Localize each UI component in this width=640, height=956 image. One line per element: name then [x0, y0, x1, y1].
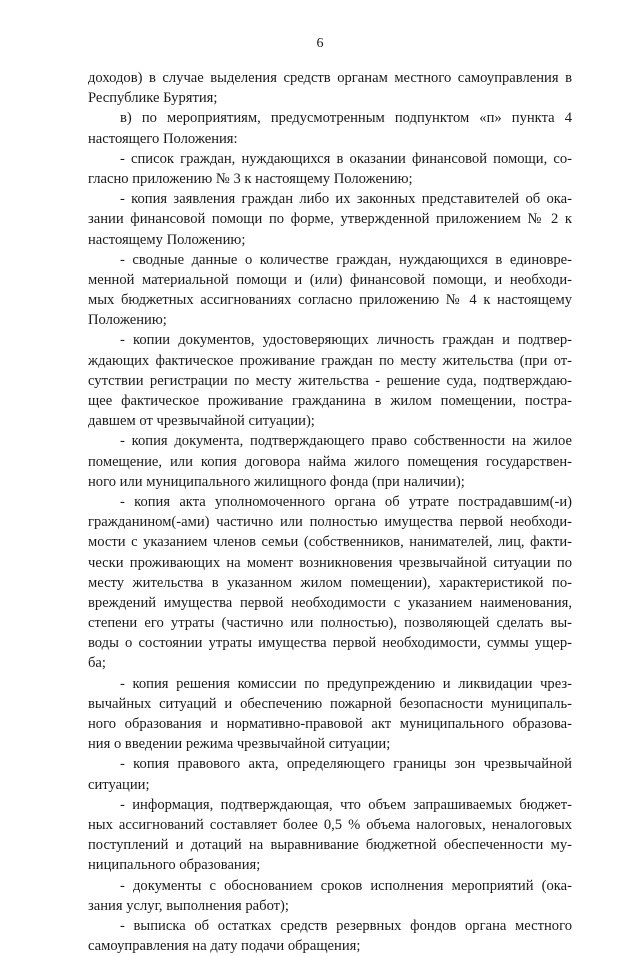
text-line: ба; [88, 655, 106, 672]
document-body [88, 68, 572, 956]
text-line: мости с указанием членов семьи (собственников, нанимателей, лиц, факти- [88, 534, 572, 551]
text-line: зания услуг, выполнения работ); [88, 897, 289, 914]
text-line: в) по мероприятиям, предусмотренным подпунктом «п» пункта 4 [120, 110, 572, 127]
text-line: - копия правового акта, определяющего границы зон чрезвычайной [120, 756, 572, 773]
text-line: ниципального образования; [88, 857, 261, 874]
text-line: - документы с обоснованием сроков исполнения мероприятий (ока- [120, 877, 572, 894]
text-line: ситуации; [88, 776, 150, 793]
text-line: зании финансовой помощи по форме, утвержденной приложением № 2 к [88, 211, 572, 228]
text-line: вреждений имущества первой необходимости с указанием наименования, [88, 594, 572, 611]
page-number: 6 [316, 36, 324, 51]
text-line: ждающих фактическое проживание граждан по месту жительства (при от- [88, 352, 572, 369]
text-line: гласно приложению № 3 к настоящему Положению; [88, 170, 413, 187]
text-line: чески проживающих на момент возникновения чрезвычайной ситуации по [88, 554, 572, 571]
text-line: помещение, или копия договора найма жилого помещения государствен- [88, 453, 572, 470]
text-line: самоуправления на дату подачи обращения; [88, 938, 361, 955]
text-line: степени его утраты (частично или полностью), позволяющей сделать вы- [88, 615, 572, 632]
text-line: настоящему Положению; [88, 231, 246, 248]
text-line: - копии документов, удостоверяющих личность граждан и подтвер- [120, 332, 572, 349]
text-line: ния о введении режима чрезвычайной ситуации; [88, 736, 391, 753]
text-line: - информация, подтверждающая, что объем запрашиваемых бюджет- [120, 796, 572, 813]
text-line: ного образования и нормативно-правовой акт муниципального образова- [88, 716, 572, 732]
text-line: доходов) в случае выделения средств органам местного самоуправления в [88, 70, 572, 86]
text-line: щее фактическое проживание гражданина в жилом помещении, постра- [88, 393, 572, 409]
text-line: воды о состоянии утраты имущества первой необходимости, суммы ущер- [88, 635, 572, 652]
text-line: - копия заявления граждан либо их законных представителей об ока- [120, 191, 572, 208]
text-line: сутствии регистрации по месту жительства - решение суда, подтверждаю- [88, 372, 572, 389]
text-line: Республике Бурятия; [88, 90, 218, 107]
text-line: ных ассигнований составляет более 0,5 % объема налоговых, неналоговых [88, 816, 572, 833]
text-line: - список граждан, нуждающихся в оказании финансовой помощи, со- [120, 150, 572, 167]
text-line: Положению; [88, 312, 167, 329]
text-line: давшем от чрезвычайной ситуации); [88, 413, 315, 430]
text-line: менной материальной помощи и (или) финансовой помощи, и необходи- [88, 271, 572, 288]
text-line: - сводные данные о количестве граждан, нуждающихся в единовре- [120, 251, 572, 268]
text-line: - выписка об остатках средств резервных фондов органа местного [120, 917, 572, 934]
text-line: гражданином(-ами) частично или полностью имущества первой необходи- [88, 514, 572, 531]
text-line: - копия решения комиссии по предупреждению и ликвидации чрез- [120, 675, 572, 692]
text-line: настоящего Положения: [88, 130, 238, 147]
text-line: поступлений и дотаций на выравнивание бюджетной обеспеченности му- [88, 837, 572, 854]
text-line: мых бюджетных ассигнованиях согласно приложению № 4 к настоящему [88, 292, 572, 309]
text-line: месту жительства в указанном жилом помещении), характеристикой по- [88, 574, 572, 591]
text-line: вычайных ситуаций и обеспечению пожарной безопасности муниципаль- [88, 695, 572, 712]
text-line: ного или муниципального жилищного фонда (при наличии); [88, 473, 465, 490]
text-line: - копия документа, подтверждающего право собственности на жилое [120, 433, 572, 450]
text-line: - копия акта уполномоченного органа об утрате пострадавшим(-и) [120, 493, 572, 510]
